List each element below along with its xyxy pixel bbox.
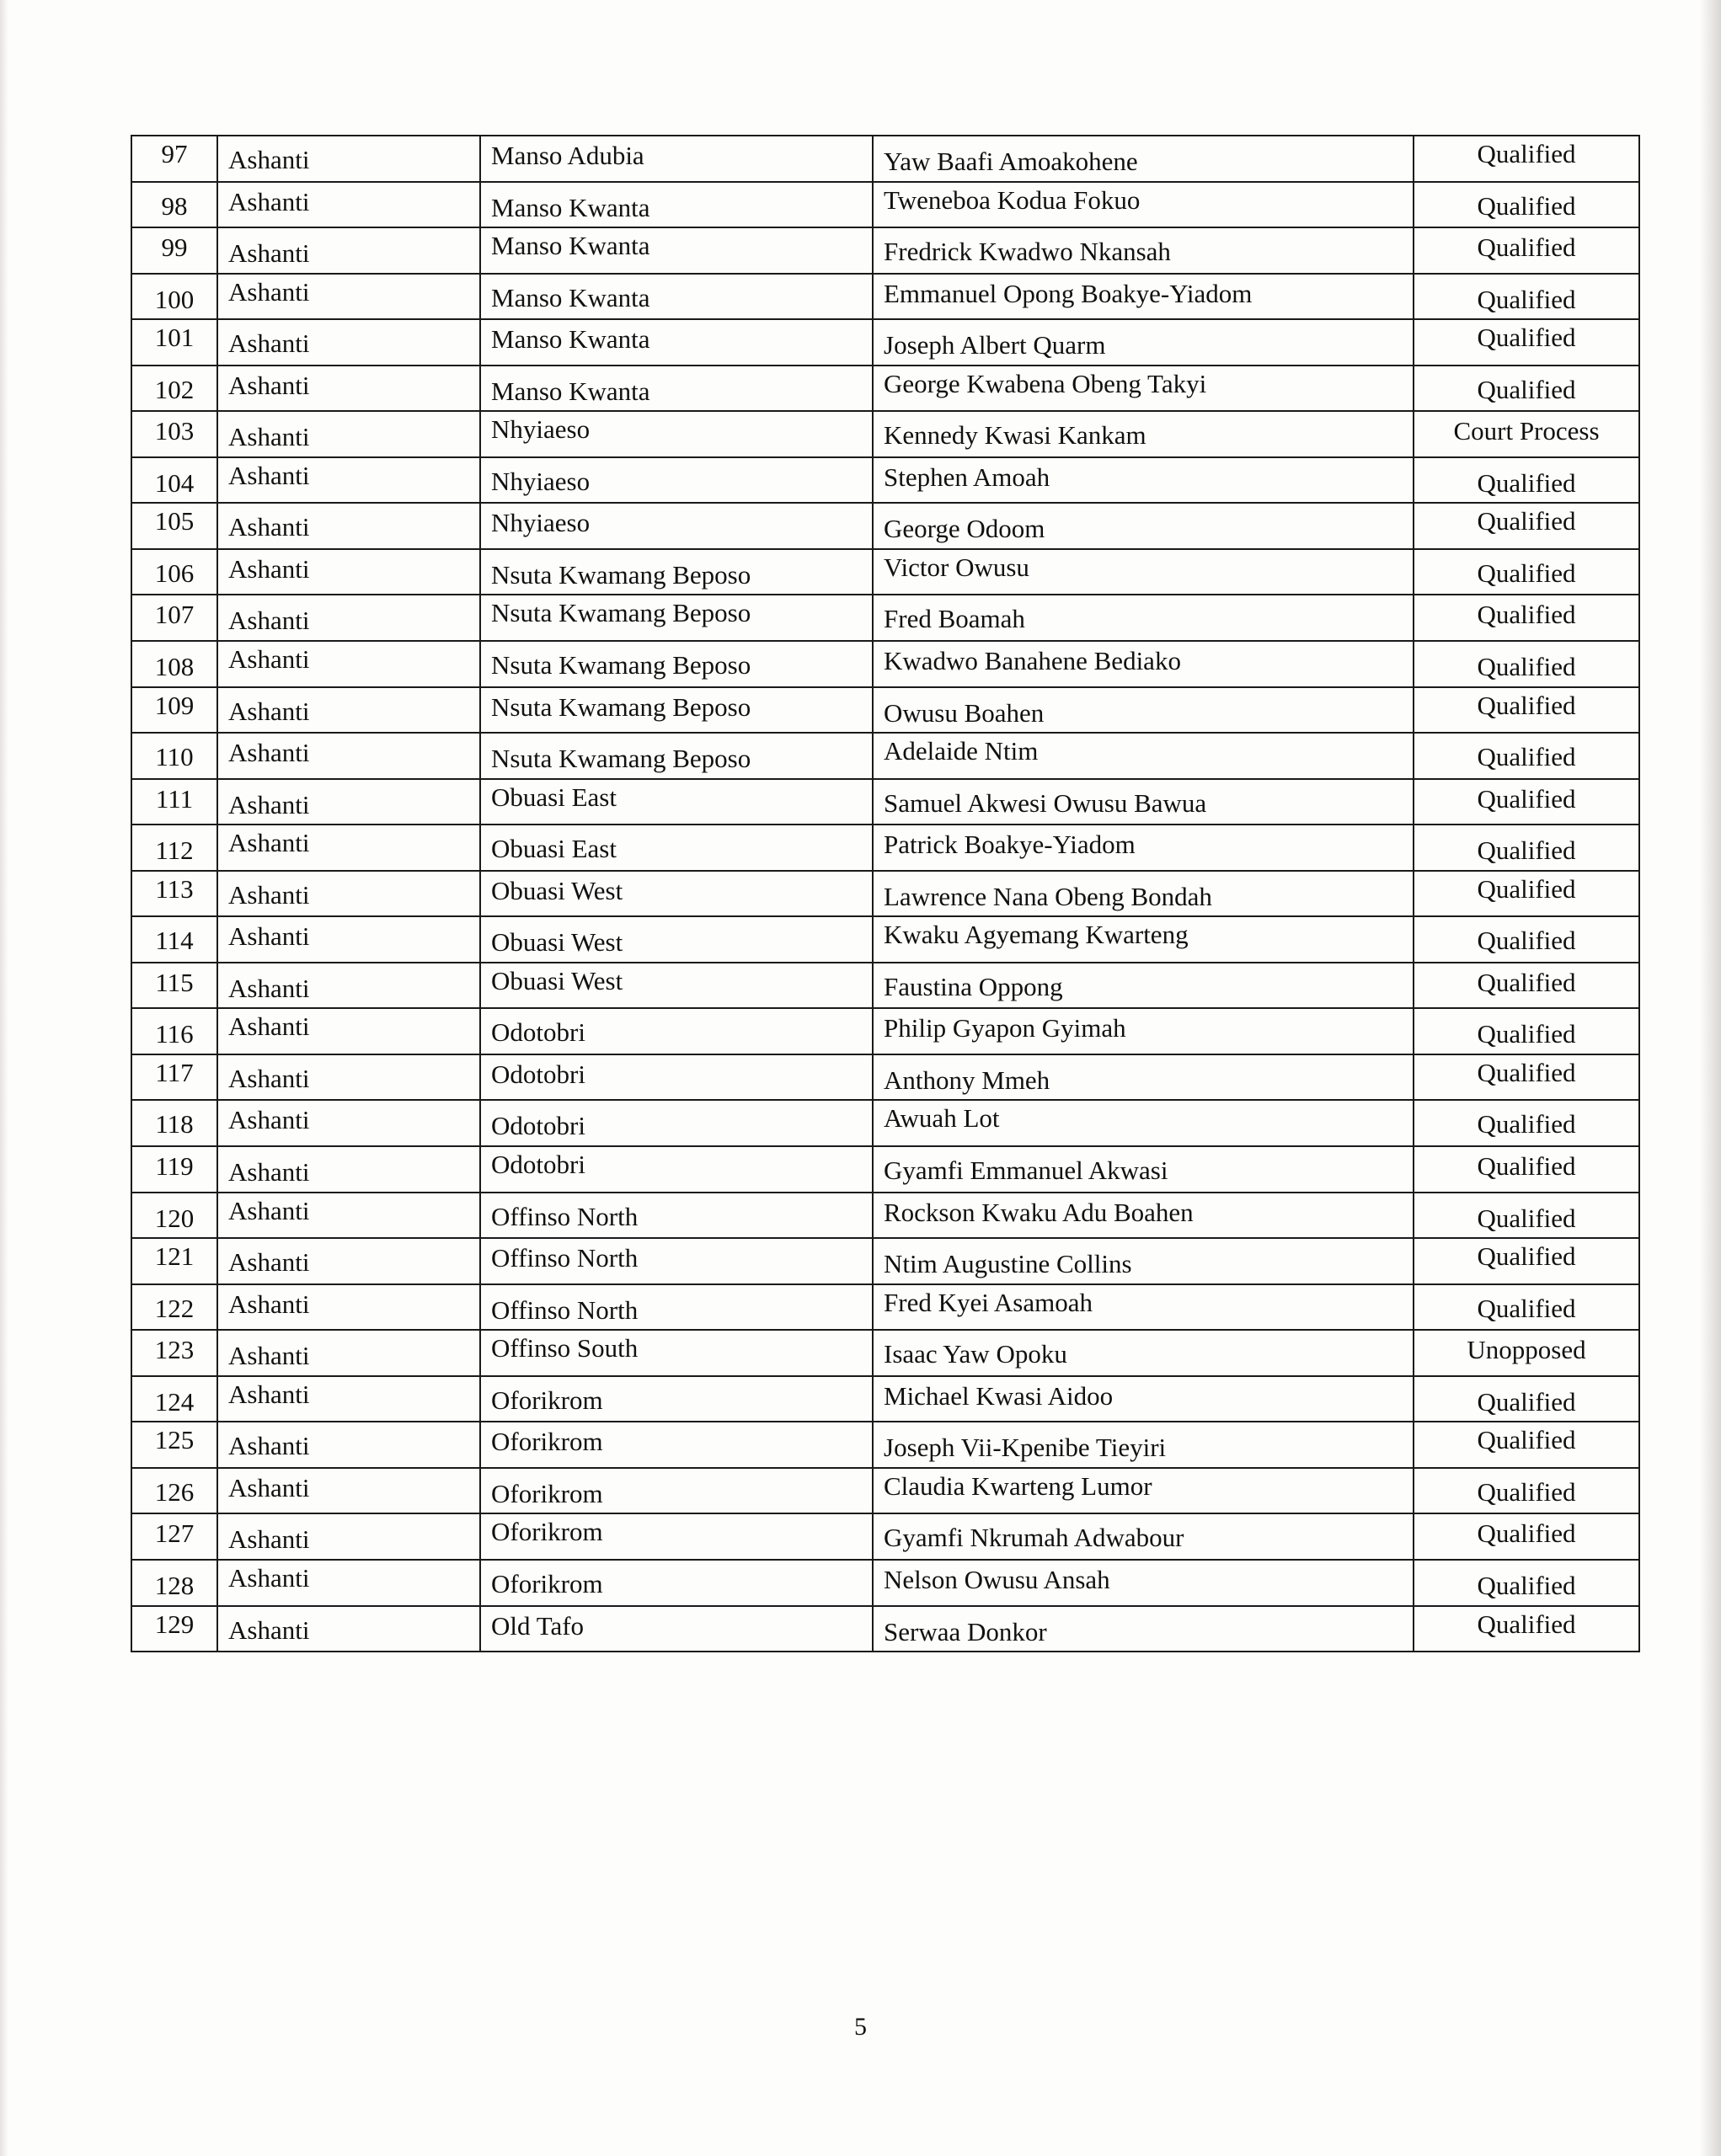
region-cell: Ashanti [217, 411, 480, 457]
table-row [131, 274, 1639, 320]
status-cell: Qualified [1414, 595, 1639, 641]
row-number-cell: 102 [131, 366, 217, 412]
table-row [131, 1284, 1639, 1331]
table-row [131, 871, 1639, 917]
row-number-cell: 126 [131, 1468, 217, 1514]
region-cell: Ashanti [217, 1560, 480, 1606]
table-row [131, 1193, 1639, 1239]
row-number-cell: 125 [131, 1422, 217, 1468]
row-number-cell: 114 [131, 916, 217, 963]
row-number-cell: 113 [131, 871, 217, 917]
constituency-cell: Offinso North [480, 1193, 873, 1239]
row-number-cell: 108 [131, 641, 217, 687]
candidate-name-cell: Tweneboa Kodua Fokuo [873, 182, 1414, 228]
page-number: 5 [854, 2013, 867, 2041]
region-cell: Ashanti [217, 641, 480, 687]
candidate-name-cell: Joseph Albert Quarm [873, 319, 1414, 366]
row-number-cell: 101 [131, 319, 217, 366]
table-row [131, 1330, 1639, 1376]
table-row [131, 549, 1639, 595]
constituency-cell: Oforikrom [480, 1513, 873, 1560]
candidate-name-cell: Awuah Lot [873, 1100, 1414, 1146]
constituency-cell: Manso Kwanta [480, 227, 873, 274]
status-cell: Qualified [1414, 825, 1639, 871]
scan-edge-left [0, 0, 8, 2156]
status-cell: Qualified [1414, 1100, 1639, 1146]
constituency-cell: Offinso South [480, 1330, 873, 1376]
row-number-cell: 120 [131, 1193, 217, 1239]
region-cell: Ashanti [217, 916, 480, 963]
constituency-cell: Obuasi East [480, 779, 873, 825]
candidate-name-cell: Kwaku Agyemang Kwarteng [873, 916, 1414, 963]
row-number-cell: 121 [131, 1238, 217, 1284]
candidate-name-cell: Owusu Boahen [873, 687, 1414, 734]
candidate-name-cell: Fred Boamah [873, 595, 1414, 641]
row-number-cell: 123 [131, 1330, 217, 1376]
constituency-cell: Oforikrom [480, 1560, 873, 1606]
table-row [131, 1376, 1639, 1422]
candidate-name-cell: Fredrick Kwadwo Nkansah [873, 227, 1414, 274]
row-number-cell: 115 [131, 963, 217, 1009]
status-cell: Qualified [1414, 457, 1639, 504]
candidate-name-cell: Adelaide Ntim [873, 733, 1414, 779]
candidate-name-cell: Gyamfi Nkrumah Adwabour [873, 1513, 1414, 1560]
status-cell: Qualified [1414, 319, 1639, 366]
candidate-name-cell: Rockson Kwaku Adu Boahen [873, 1193, 1414, 1239]
row-number-cell: 100 [131, 274, 217, 320]
row-number-cell: 110 [131, 733, 217, 779]
table-row [131, 227, 1639, 274]
row-number-cell: 97 [131, 136, 217, 182]
status-cell: Qualified [1414, 1606, 1639, 1652]
constituency-cell: Obuasi West [480, 963, 873, 1009]
row-number-cell: 104 [131, 457, 217, 504]
candidate-name-cell: Emmanuel Opong Boakye-Yiadom [873, 274, 1414, 320]
status-cell: Qualified [1414, 549, 1639, 595]
table-row [131, 1008, 1639, 1054]
table-row [131, 825, 1639, 871]
table-row [131, 1560, 1639, 1606]
region-cell: Ashanti [217, 1054, 480, 1101]
region-cell: Ashanti [217, 1376, 480, 1422]
constituency-cell: Oforikrom [480, 1422, 873, 1468]
region-cell: Ashanti [217, 136, 480, 182]
status-cell: Qualified [1414, 182, 1639, 228]
status-cell: Qualified [1414, 641, 1639, 687]
table-row [131, 779, 1639, 825]
row-number-cell: 109 [131, 687, 217, 734]
row-number-cell: 119 [131, 1146, 217, 1193]
region-cell: Ashanti [217, 319, 480, 366]
constituency-cell: Odotobri [480, 1100, 873, 1146]
region-cell: Ashanti [217, 595, 480, 641]
constituency-cell: Manso Adubia [480, 136, 873, 182]
region-cell: Ashanti [217, 366, 480, 412]
status-cell: Qualified [1414, 274, 1639, 320]
row-number-cell: 128 [131, 1560, 217, 1606]
region-cell: Ashanti [217, 963, 480, 1009]
constituency-cell: Offinso North [480, 1238, 873, 1284]
status-cell: Qualified [1414, 1193, 1639, 1239]
region-cell: Ashanti [217, 871, 480, 917]
region-cell: Ashanti [217, 825, 480, 871]
row-number-cell: 99 [131, 227, 217, 274]
constituency-cell: Manso Kwanta [480, 274, 873, 320]
candidate-name-cell: Nelson Owusu Ansah [873, 1560, 1414, 1606]
table-row [131, 457, 1639, 504]
row-number-cell: 106 [131, 549, 217, 595]
region-cell: Ashanti [217, 1330, 480, 1376]
candidate-name-cell: Michael Kwasi Aidoo [873, 1376, 1414, 1422]
region-cell: Ashanti [217, 274, 480, 320]
candidate-name-cell: Anthony Mmeh [873, 1054, 1414, 1101]
table-row [131, 641, 1639, 687]
scan-edge-right [1699, 0, 1721, 2156]
row-number-cell: 98 [131, 182, 217, 228]
candidate-name-cell: Joseph Vii-Kpenibe Tieyiri [873, 1422, 1414, 1468]
constituency-cell: Oforikrom [480, 1468, 873, 1514]
region-cell: Ashanti [217, 1513, 480, 1560]
row-number-cell: 124 [131, 1376, 217, 1422]
table-row [131, 136, 1639, 182]
status-cell: Qualified [1414, 733, 1639, 779]
region-cell: Ashanti [217, 549, 480, 595]
constituency-cell: Nsuta Kwamang Beposo [480, 595, 873, 641]
row-number-cell: 105 [131, 503, 217, 549]
candidate-name-cell: Patrick Boakye-Yiadom [873, 825, 1414, 871]
status-cell: Qualified [1414, 871, 1639, 917]
constituency-cell: Nsuta Kwamang Beposo [480, 687, 873, 734]
region-cell: Ashanti [217, 1468, 480, 1514]
candidate-name-cell: Samuel Akwesi Owusu Bawua [873, 779, 1414, 825]
constituency-cell: Old Tafo [480, 1606, 873, 1652]
candidate-name-cell: Victor Owusu [873, 549, 1414, 595]
region-cell: Ashanti [217, 779, 480, 825]
status-cell: Qualified [1414, 963, 1639, 1009]
table-row [131, 1100, 1639, 1146]
constituency-cell: Manso Kwanta [480, 366, 873, 412]
status-cell: Court Process [1414, 411, 1639, 457]
status-cell: Qualified [1414, 136, 1639, 182]
constituency-cell: Odotobri [480, 1008, 873, 1054]
row-number-cell: 122 [131, 1284, 217, 1331]
candidate-name-cell: Philip Gyapon Gyimah [873, 1008, 1414, 1054]
constituency-cell: Nsuta Kwamang Beposo [480, 549, 873, 595]
region-cell: Ashanti [217, 1284, 480, 1331]
constituency-cell: Nhyiaeso [480, 503, 873, 549]
row-number-cell: 127 [131, 1513, 217, 1560]
row-number-cell: 107 [131, 595, 217, 641]
table-row [131, 1146, 1639, 1193]
constituency-cell: Oforikrom [480, 1376, 873, 1422]
status-cell: Qualified [1414, 1008, 1639, 1054]
status-cell: Qualified [1414, 227, 1639, 274]
status-cell: Qualified [1414, 1054, 1639, 1101]
candidate-name-cell: Yaw Baafi Amoakohene [873, 136, 1414, 182]
region-cell: Ashanti [217, 1606, 480, 1652]
status-cell: Qualified [1414, 1146, 1639, 1193]
region-cell: Ashanti [217, 687, 480, 734]
constituency-cell: Manso Kwanta [480, 182, 873, 228]
candidate-name-cell: Kennedy Kwasi Kankam [873, 411, 1414, 457]
status-cell: Qualified [1414, 1238, 1639, 1284]
status-cell: Qualified [1414, 503, 1639, 549]
table-row [131, 1238, 1639, 1284]
table-row [131, 1422, 1639, 1468]
candidate-name-cell: George Odoom [873, 503, 1414, 549]
status-cell: Qualified [1414, 1468, 1639, 1514]
status-cell: Qualified [1414, 779, 1639, 825]
table-row [131, 1606, 1639, 1652]
row-number-cell: 103 [131, 411, 217, 457]
region-cell: Ashanti [217, 503, 480, 549]
region-cell: Ashanti [217, 1238, 480, 1284]
row-number-cell: 118 [131, 1100, 217, 1146]
candidates-table [131, 135, 1640, 1652]
region-cell: Ashanti [217, 1100, 480, 1146]
table-row [131, 916, 1639, 963]
constituency-cell: Nsuta Kwamang Beposo [480, 641, 873, 687]
table-row [131, 411, 1639, 457]
table-row [131, 1468, 1639, 1514]
row-number-cell: 112 [131, 825, 217, 871]
constituency-cell: Obuasi East [480, 825, 873, 871]
table-row [131, 182, 1639, 228]
table-row [131, 503, 1639, 549]
candidate-name-cell: George Kwabena Obeng Takyi [873, 366, 1414, 412]
status-cell: Qualified [1414, 1422, 1639, 1468]
row-number-cell: 129 [131, 1606, 217, 1652]
constituency-cell: Obuasi West [480, 871, 873, 917]
region-cell: Ashanti [217, 1146, 480, 1193]
region-cell: Ashanti [217, 182, 480, 228]
region-cell: Ashanti [217, 1008, 480, 1054]
region-cell: Ashanti [217, 1193, 480, 1239]
constituency-cell: Odotobri [480, 1054, 873, 1101]
status-cell: Qualified [1414, 916, 1639, 963]
candidates-table-container [131, 135, 1638, 1652]
status-cell: Qualified [1414, 1560, 1639, 1606]
table-row [131, 1513, 1639, 1560]
candidate-name-cell: Serwaa Donkor [873, 1606, 1414, 1652]
constituency-cell: Nhyiaeso [480, 411, 873, 457]
constituency-cell: Manso Kwanta [480, 319, 873, 366]
table-row [131, 366, 1639, 412]
row-number-cell: 116 [131, 1008, 217, 1054]
candidate-name-cell: Lawrence Nana Obeng Bondah [873, 871, 1414, 917]
status-cell: Unopposed [1414, 1330, 1639, 1376]
constituency-cell: Offinso North [480, 1284, 873, 1331]
region-cell: Ashanti [217, 457, 480, 504]
candidate-name-cell: Gyamfi Emmanuel Akwasi [873, 1146, 1414, 1193]
candidate-name-cell: Faustina Oppong [873, 963, 1414, 1009]
region-cell: Ashanti [217, 227, 480, 274]
candidates-table-body [131, 136, 1639, 1652]
status-cell: Qualified [1414, 687, 1639, 734]
constituency-cell: Odotobri [480, 1146, 873, 1193]
status-cell: Qualified [1414, 1376, 1639, 1422]
candidate-name-cell: Isaac Yaw Opoku [873, 1330, 1414, 1376]
candidate-name-cell: Fred Kyei Asamoah [873, 1284, 1414, 1331]
region-cell: Ashanti [217, 1422, 480, 1468]
table-row [131, 595, 1639, 641]
status-cell: Qualified [1414, 366, 1639, 412]
table-row [131, 963, 1639, 1009]
table-row [131, 319, 1639, 366]
constituency-cell: Nsuta Kwamang Beposo [480, 733, 873, 779]
constituency-cell: Nhyiaeso [480, 457, 873, 504]
candidate-name-cell: Stephen Amoah [873, 457, 1414, 504]
candidate-name-cell: Claudia Kwarteng Lumor [873, 1468, 1414, 1514]
row-number-cell: 111 [131, 779, 217, 825]
status-cell: Qualified [1414, 1513, 1639, 1560]
row-number-cell: 117 [131, 1054, 217, 1101]
status-cell: Qualified [1414, 1284, 1639, 1331]
table-row [131, 733, 1639, 779]
candidate-name-cell: Kwadwo Banahene Bediako [873, 641, 1414, 687]
table-row [131, 1054, 1639, 1101]
region-cell: Ashanti [217, 733, 480, 779]
constituency-cell: Obuasi West [480, 916, 873, 963]
candidate-name-cell: Ntim Augustine Collins [873, 1238, 1414, 1284]
table-row [131, 687, 1639, 734]
